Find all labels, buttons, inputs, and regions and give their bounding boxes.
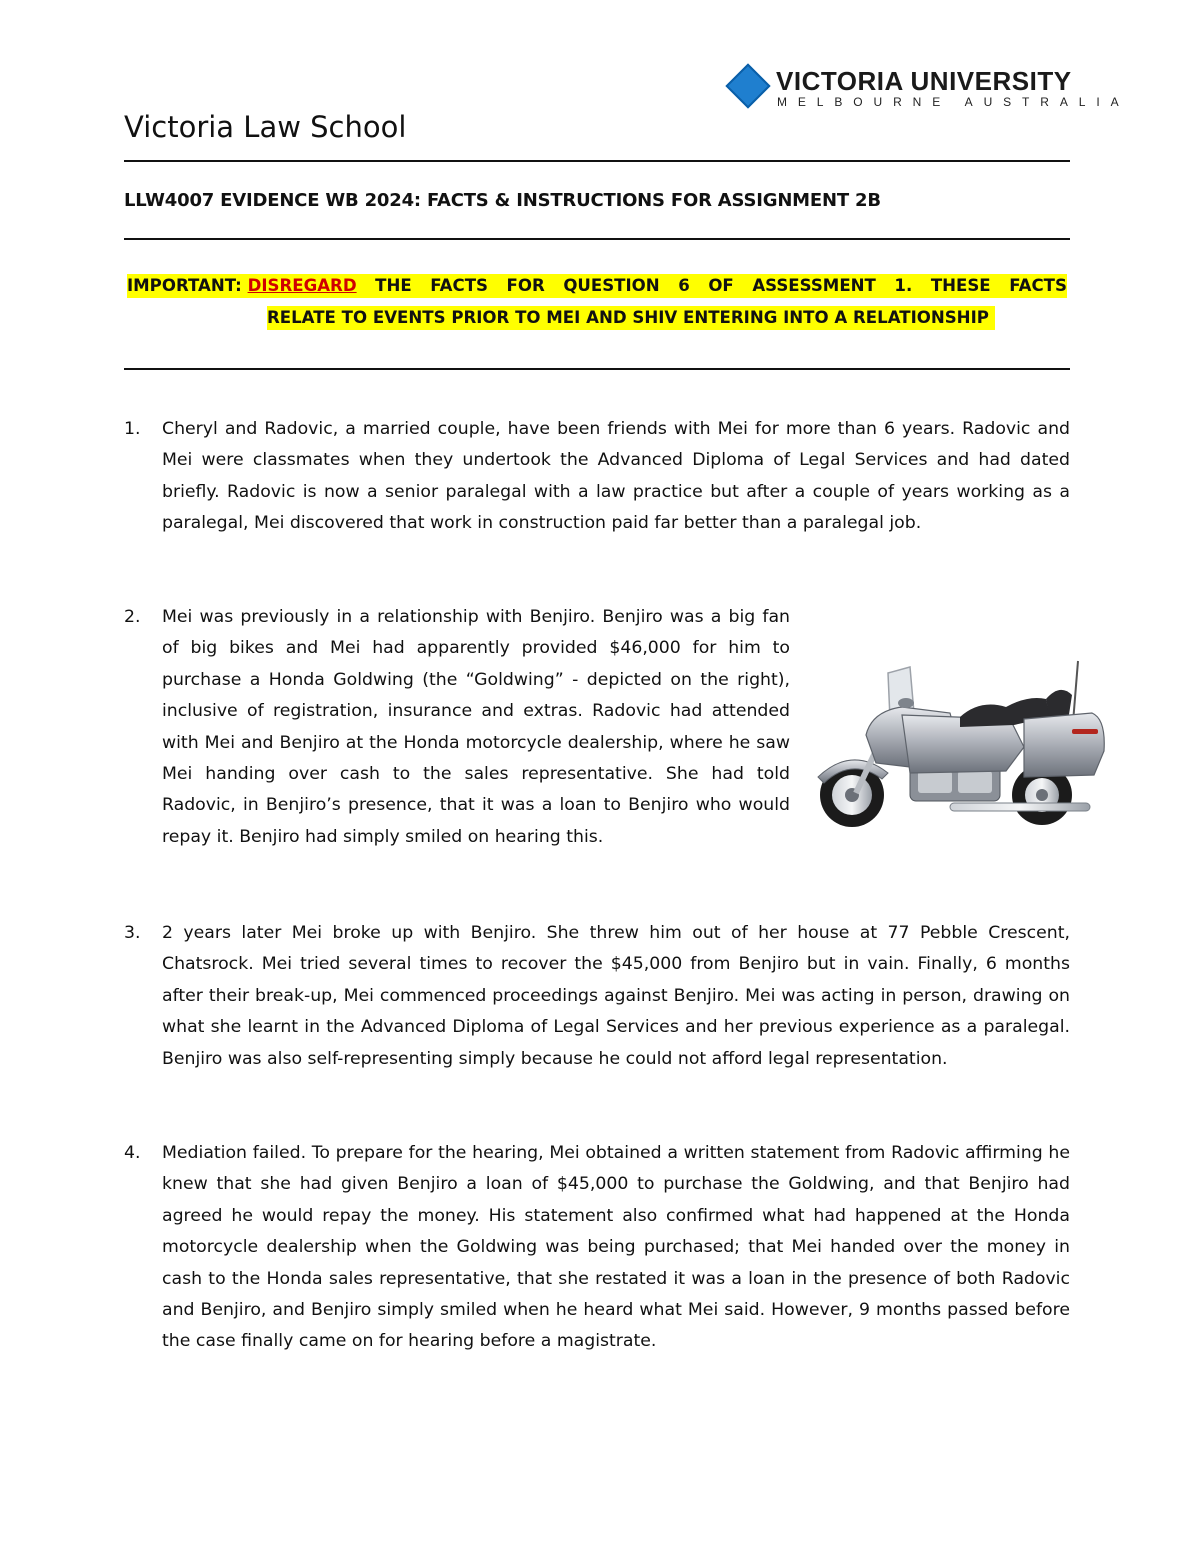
university-logo xyxy=(724,64,1130,114)
notice-emphasis: DISREGARD xyxy=(247,276,357,295)
paragraph-number: 1. xyxy=(124,419,141,439)
notice-word: QUESTION xyxy=(563,276,660,295)
logo-name: VICTORIA UNIVERSITY xyxy=(776,66,1072,96)
motorcycle-image xyxy=(810,655,1110,835)
course-title: LLW4007 EVIDENCE WB 2024: FACTS & INSTRUCTIONS FOR ASSIGNMENT 2B xyxy=(124,190,881,211)
notice-word: THE xyxy=(375,276,412,295)
paragraph-number: 3. xyxy=(124,923,141,943)
notice-word: THESE xyxy=(930,276,991,295)
fact-paragraph-4 xyxy=(124,1138,1070,1358)
notice-word: FACTS xyxy=(430,276,488,295)
divider xyxy=(124,160,1070,162)
paragraph-text: Cheryl and Radovic, a married couple, have been friends with Mei for more than 6 years. Radovic and Mei were classmates when they undertook the Advanced Diploma of Legal Services and had dated briefly. Radovic is now a senior paralegal with a law practice but after a couple of years working as a paralegal, Mei discovered that work in construction paid far better than a paralegal job. xyxy=(162,419,1070,534)
notice-label: IMPORTANT: xyxy=(127,276,242,295)
divider xyxy=(124,368,1070,370)
notice-word: 6 xyxy=(678,276,690,295)
notice-word: FACTS xyxy=(1009,276,1067,295)
fact-paragraph-3 xyxy=(124,918,1070,1075)
notice-word: 1. xyxy=(894,276,913,295)
notice-word: OF xyxy=(708,276,734,295)
paragraph-number: 4. xyxy=(124,1143,141,1163)
important-notice-line-1 xyxy=(127,274,1067,298)
notice-word: FOR xyxy=(506,276,545,295)
fact-paragraph-1 xyxy=(124,414,1070,540)
school-title: Victoria Law School xyxy=(124,110,407,144)
divider xyxy=(124,238,1070,240)
paragraph-text: Mediation failed. To prepare for the hearing, Mei obtained a written statement from Radovic affirming he knew that she had given Benjiro a loan of $45,000 to purchase the Goldwing, and that Benjiro had agreed he would repay the money. His statement also confirmed what had happened at the Honda motorcycle dealership when the Goldwing was being purchased; that Mei handed over the money in cash to the Honda sales representative, that she restated it was a loan in the presence of both Radovic and Benjiro, and Benjiro simply smiled when he heard what Mei said. However, 9 months passed before the case finally came on for hearing before a magistrate. xyxy=(162,1143,1070,1352)
university-logo-icon xyxy=(725,63,770,108)
paragraph-text: Mei was previously in a relationship with Benjiro. Benjiro was a big fan of big bikes and Mei had apparently provided $46,000 for him to purchase a Honda Goldwing (the “Goldwing” - depicted on the right), inclusive of registration, insurance and extras. Radovic had attended with Mei and Benjiro at the Honda motorcycle dealership, where he saw Mei handing over cash to the sales representative. She had told Radovic, in Benjiro’s presence, that it was a loan to Benjiro who would repay it. Benjiro had simply smiled on hearing this. xyxy=(162,607,790,847)
fact-paragraph-2 xyxy=(124,602,790,853)
paragraph-text: 2 years later Mei broke up with Benjiro. She threw him out of her house at 77 Pebble Crescent, Chatsrock. Mei tried several times to recover the $45,000 from Benjiro but in vain. Finally, 6 months after their break-up, Mei commenced proceedings against Benjiro. Mei was acting in person, drawing on what she learnt in the Advanced Diploma of Legal Services and her previous experience as a paralegal. Benjiro was also self-representing simply because he could not afford legal representation. xyxy=(162,923,1070,1069)
important-notice-line-2: RELATE TO EVENTS PRIOR TO MEI AND SHIV ENTERING INTO A RELATIONSHIP xyxy=(267,306,995,330)
notice-word: ASSESSMENT xyxy=(752,276,876,295)
logo-subtitle: MELBOURNE AUSTRALIA xyxy=(777,95,1130,109)
paragraph-number: 2. xyxy=(124,607,141,627)
